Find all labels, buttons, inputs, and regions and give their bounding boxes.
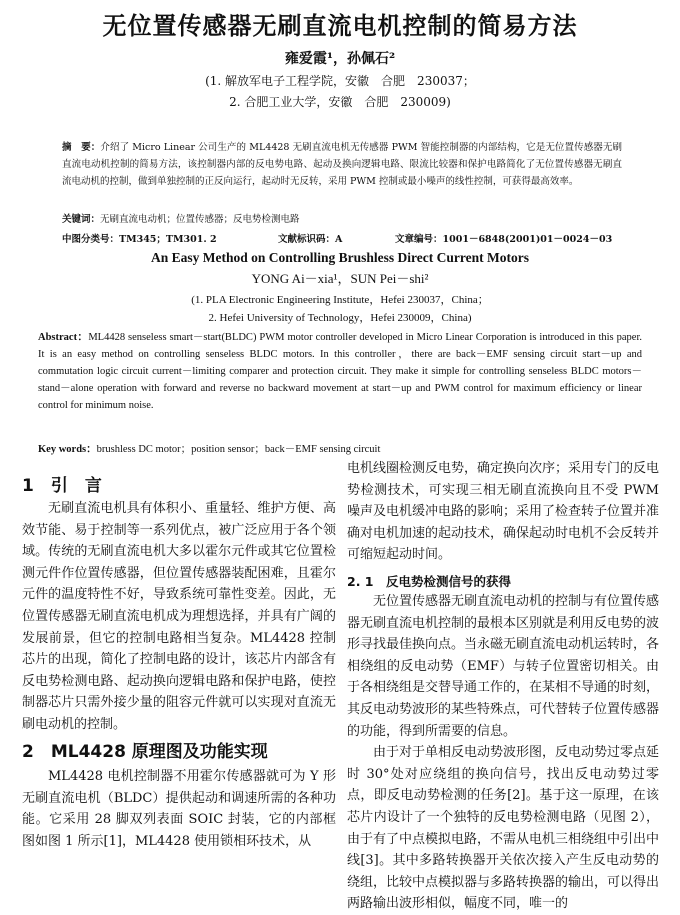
right-paragraph-2: 无位置传感器无刷直流电动机的控制与有位置传感器无刷直流电机控制的最根本区别就是利用反电势的波形寻找最佳换向点。当永磁无刷直流电动机运转时，各相绕组的反电动势（EMF）与转子位置密切相关。由于各相绕组是交替导通工作的，在某相不导通的时刻，其反电动势波形的某些特殊点，可代替转子位置传感器的功能，得到所需要的信息。: [347, 594, 660, 739]
english-title: An Easy Method on Controlling Brushless Direct Current Motors: [151, 250, 529, 265]
affiliation-2: 2. 合肥工业大学，安徽 合肥 230009): [229, 95, 451, 109]
page-title: 无位置传感器无刷直流电机控制的简易方法: [102, 12, 578, 40]
english-abstract: [38, 329, 642, 414]
keywords-cn: [62, 211, 622, 228]
keywords-text: 无刷直流电动机；位置传感器；反电势检测电路: [100, 214, 300, 225]
right-column-continued: [347, 458, 659, 566]
english-abstract-label: Abstract：: [38, 332, 89, 343]
article-number: 文章编号：1001－6848(2001)01－0024－03: [395, 234, 613, 245]
doc-code: 文献标识码：A: [278, 234, 343, 245]
english-keywords: [38, 441, 380, 456]
section-1-body: [22, 498, 336, 736]
right-column-body: [347, 591, 659, 915]
right-paragraph-3: 由于对于单相反电动势波形图，反电动势过零点延时 30°处对应绕组的换向信号，找出反电动势过零点，即反电动势检测的任务[2]。基于这一原理，在该芯片内设计了一个独特的反电势检测电路（见图 2），由于有了中点模拟电路，不需从电机三相绕组中引出中线[3]。其中多路转换器开关依次接入产生反电动势的绕组，比较中点模拟器与多路转换器的输出，可以得出两路输出波形相似，幅度不同，唯一的: [347, 745, 660, 912]
authors: 雍爱霞¹，孙佩石²: [284, 51, 396, 67]
english-affiliation-2: 2. Hefei University of Technology，Hefei 230009，China): [208, 312, 472, 324]
abstract-text: 介绍了 Micro Linear 公司生产的 ML4428 无刷直流电机无传感器 PWM 智能控制器的内部结构，它是无位置传感器无刷直流电动机控制的简易方法，该控制器内部的反电势电路、起动及换向逻辑电路、限流比较器和保护电路简化了无位置传感器无刷直流电动机的控制，做到单独控制的正反向运行，起动时无反转，采用 PWM 控制或最小噪声的线性控制，可获得最高效率。: [62, 142, 622, 187]
english-abstract-text: ML4428 senseless smart－start(BLDC) PWM motor controller developed in Micro Linear Corporation is introduced in this paper. It is an easy method on controlling senseless BLDC motors. In this controller，there are back－EMF sensing circuit start－up and commutation logic circuit current－limiting comparer and protection circuit. They make it simple for controlling senseless BLDC motors－stand－alone operation with forward and reverse no backward movement at start－up and PWM control for maximum efficiency or linear control for minimum noise.: [38, 332, 642, 411]
english-authors: YONG Ai－xia¹，SUN Pei－shi²: [251, 271, 429, 286]
section-1-paragraph: 无刷直流电机具有体积小、重量轻、维护方便、高效节能、易于控制等一系列优点，被广泛应用于各个领域。传统的无刷直流电机大多以霍尔元件或其它位置检测元件作位置传感器，但位置传感器装配困难，且霍尔元件的温度特性不好，导致系统可靠性变差。因此，无位置传感器无刷直流电机成为理想选择，并具有广阔的发展前景，但它的控制电路相当复杂。ML4428 控制芯片的出现，简化了控制电路的设计，该芯片内部含有反电势检测电路、起动换向逻辑电路和保护电路，使控制器芯片只需外接少量的阻容元件就可以实现对直流无刷电动机的控制。: [22, 501, 336, 732]
section-2-heading: 2 ML4428 原理图及功能实现: [22, 742, 268, 762]
abstract-cn: [62, 139, 622, 190]
clc-number: 中图分类号：TM345；TM301. 2: [62, 234, 217, 245]
affiliation-1: (1. 解放军电子工程学院，安徽 合肥 230037；: [205, 74, 475, 88]
section-1-heading: 1 引 言: [22, 476, 102, 496]
keywords-label: 关键词：: [62, 214, 101, 225]
section-2-body: [22, 766, 336, 852]
section-2-paragraph: ML4428 电机控制器不用霍尔传感器就可为 Y 形无刷直流电机（BLDC）提供起动和调速所需的各种功能。它采用 28 脚双列表面 SOIC 封装，它的内部框图如图 1 所示[1]，ML4428 使用锁相环技术，从: [22, 769, 336, 849]
abstract-label: 摘 要：: [62, 142, 101, 153]
subsection-2-1-heading: 2. 1 反电势检测信号的获得: [347, 574, 511, 589]
right-paragraph-1: 电机线圈检测反电势，确定换向次序；采用专门的反电势检测技术，可实现三相无刷直流换向且不受 PWM 噪声及电机缓冲电路的影响；采用了检查转子位置并准确对电机加速的起动技术，确保起动时电机不会反转并可缩短起动时间。: [347, 461, 660, 563]
english-affiliation-1: (1. PLA Electronic Engineering Institute，Hefei 230037，China；: [191, 294, 489, 306]
english-keywords-label: Key words：: [38, 444, 97, 455]
english-keywords-text: brushless DC motor；position sensor；back－EMF sensing circuit: [96, 444, 381, 455]
